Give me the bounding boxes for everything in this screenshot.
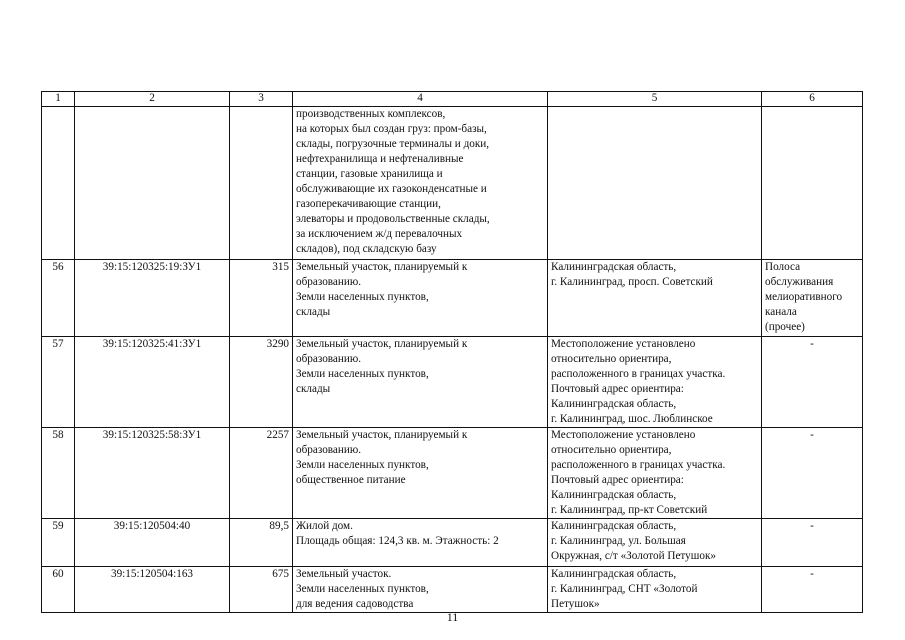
cell-line: Калининградская область, [551,261,677,273]
cell-line: Земли населенных пунктов, [296,583,429,595]
area-cell: 675 [230,567,293,613]
cell-line: г. Калининград, пр-кт Советский [551,504,708,516]
cell-line: Окружная, с/т «Золотой Петушок» [551,550,716,562]
cadastral-cell: 39:15:120325:19:ЗУ1 [75,260,230,337]
cell-line: Земли населенных пунктов, [296,459,429,471]
cell-line: образованию. [296,353,362,365]
cadastral-cell: 39:15:120325:58:ЗУ1 [75,428,230,519]
column-header: 4 [293,92,548,107]
column-header: 6 [762,92,863,107]
cell-line: Земельный участок, планируемый к [296,429,468,441]
column-header: 3 [230,92,293,107]
table-row [42,519,863,567]
description-cell [293,107,548,260]
note-cell [762,519,863,567]
cell-line: склады, погрузочные терминалы и доки, [296,138,490,150]
description-cell [293,260,548,337]
land-parcels-table [41,91,863,613]
cell-line: за исключением ж/д перевалочных [296,228,463,240]
cell-line: Жилой дом. [296,520,353,532]
address-cell [548,567,762,613]
cell-line: Почтовый адрес ориентира: [551,474,684,486]
cadastral-cell: 39:15:120504:163 [75,567,230,613]
cell-line: Местоположение установлено [551,338,696,350]
cell-line: относительно ориентира, [551,353,672,365]
cell-line: газоперекачивающие станции, [296,198,441,210]
table-row [42,260,863,337]
area-cell: 3290 [230,337,293,428]
cell-line: Калининградская область, [551,568,677,580]
column-header: 5 [548,92,762,107]
cell-line: - [810,568,814,580]
description-cell [293,567,548,613]
cell-line: г. Калининград, просп. Советский [551,276,713,288]
cell-line: расположенного в границах участка. [551,368,726,380]
column-header: 2 [75,92,230,107]
note-cell [762,567,863,613]
note-cell [762,107,863,260]
cell-line: Петушок» [551,598,600,610]
cell-line: обслуживания [765,276,834,288]
cell-line: общественное питание [296,474,406,486]
cell-line: г. Калининград, ул. Большая [551,535,686,547]
cell-line: образованию. [296,444,362,456]
cell-line: - [810,520,814,532]
cell-line: Земельный участок. [296,568,392,580]
cell-line: склады [296,306,331,318]
page-number: 11 [446,610,459,624]
cell-line: - [810,338,814,350]
cell-line: относительно ориентира, [551,444,672,456]
cell-line: - [810,429,814,441]
cell-line: канала [765,306,797,318]
cell-line: образованию. [296,276,362,288]
cell-line: Земли населенных пунктов, [296,368,429,380]
num-cell: 58 [42,428,75,519]
cell-line: (прочее) [765,321,805,333]
cell-line: мелиоративного [765,291,843,303]
num-cell [42,107,75,260]
cadastral-cell: 39:15:120325:41:ЗУ1 [75,337,230,428]
note-cell [762,260,863,337]
cell-line: на которых был создан груз: пром-базы, [296,123,487,135]
cell-line: Полоса [765,261,801,273]
address-cell [548,260,762,337]
description-cell [293,337,548,428]
num-cell: 57 [42,337,75,428]
cell-line: Земли населенных пунктов, [296,291,429,303]
table-row [42,428,863,519]
cell-line: Земельный участок, планируемый к [296,261,468,273]
cell-line: для ведения садоводства [296,598,414,610]
address-cell [548,337,762,428]
cell-line: станции, газовые хранилища и [296,168,443,180]
area-cell: 89,5 [230,519,293,567]
description-cell [293,428,548,519]
table-row-continuation [42,107,863,260]
area-cell: 2257 [230,428,293,519]
note-cell [762,337,863,428]
cell-line: г. Калининград, СНТ «Золотой [551,583,698,595]
cell-line: обслуживающие их газоконденсатные и [296,183,487,195]
num-cell: 56 [42,260,75,337]
cell-line: производственных комплексов, [296,108,446,120]
cell-line: Земельный участок, планируемый к [296,338,468,350]
cell-line: элеваторы и продовольственные склады, [296,213,490,225]
cell-line: расположенного в границах участка. [551,459,726,471]
column-header: 1 [42,92,75,107]
cadastral-cell [75,107,230,260]
cell-line: Калининградская область, [551,489,677,501]
area-cell [230,107,293,260]
cell-line: Калининградская область, [551,398,677,410]
description-cell [293,519,548,567]
address-cell [548,519,762,567]
cell-line: г. Калининград, шос. Люблинское [551,413,713,425]
cell-line: нефтехранилища и нефтеналивные [296,153,464,165]
address-cell [548,107,762,260]
table-row [42,567,863,613]
note-cell [762,428,863,519]
cell-line: Почтовый адрес ориентира: [551,383,684,395]
cell-line: Местоположение установлено [551,429,696,441]
cell-line: склады [296,383,331,395]
num-cell: 60 [42,567,75,613]
address-cell [548,428,762,519]
cadastral-cell: 39:15:120504:40 [75,519,230,567]
table-row [42,337,863,428]
cell-line: Площадь общая: 124,3 кв. м. Этажность: 2 [296,535,499,547]
num-cell: 59 [42,519,75,567]
cell-line: Калининградская область, [551,520,677,532]
header-row [42,92,863,107]
area-cell: 315 [230,260,293,337]
cell-line: складов), под складскую базу [296,243,437,255]
